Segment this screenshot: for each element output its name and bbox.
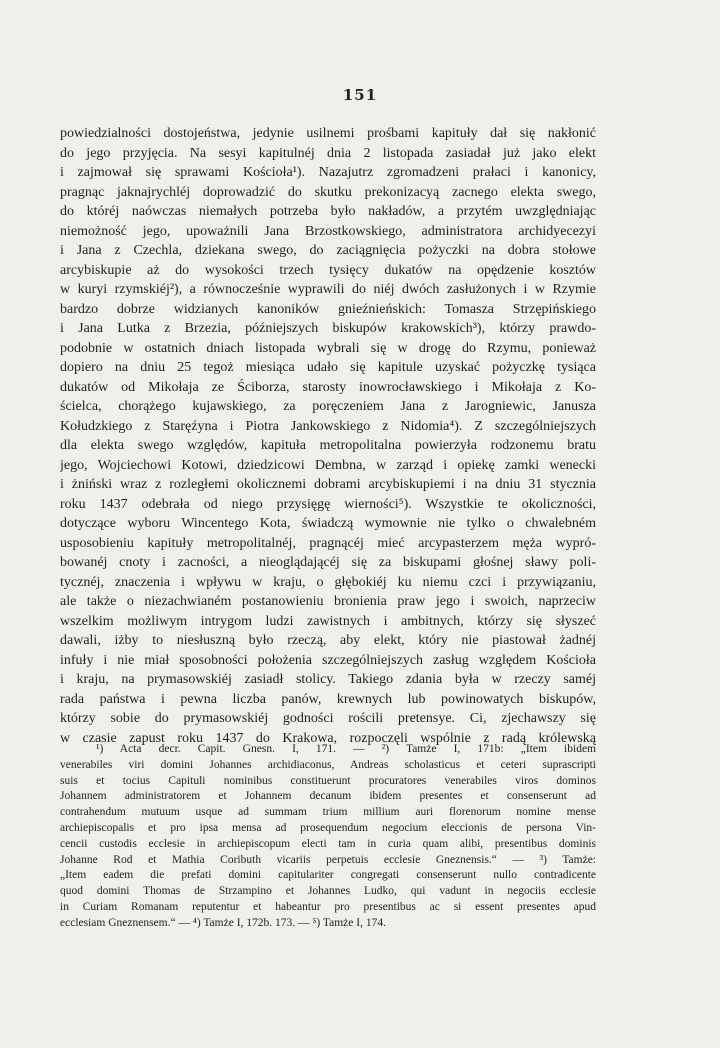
text-line: niemożność jego, upoważnili Jana Brzostkowskiego, administratora archidyecezyi (60, 223, 596, 239)
footnote-line: ecclesiam Gneznensem.“ — ⁴) Tamże I, 172b. 173. — ⁵) Tamże I, 174. (60, 916, 386, 929)
text-line: w kuryi rzymskiéj²), a równocześnie wyprawili do niéj dwóch zasłużonych i w Rzymie (60, 282, 596, 297)
text-line: w czasie zapust roku 1437 do Krakowa, rozpoczęli wspólnie z radą królewską (60, 730, 596, 746)
text-line: Kołudzkiego z Staręźyna i Piotra Jankowskiego z Nidomia⁴). Z szczególniejszych (60, 418, 596, 434)
text-line: dotyczące wyboru Wincentego Kota, świadczą wymownie nie tylko o chwalebném (60, 516, 596, 531)
text-line: rada państwa i pewna liczba panów, krewnych lub powinowatych biskupów, (60, 691, 596, 707)
text-line: ścielca, chorążego kujawskiego, za poręczeniem Jana z Jarogniewic, Janusza (60, 399, 596, 414)
text-line: którzy sobie do prymasowskiéj godności rościli pretensye. Ci, zjechawszy się (60, 711, 596, 726)
text-line: do któréj naówczas niemałych potrzeba było nakładów, a przytém uwzględniając (60, 204, 596, 219)
main-text (60, 124, 596, 748)
text-line: dopiero na dniu 25 tegoż miesiąca udało się kapitule uzyskać pożyczkę tysiąca (60, 360, 596, 375)
page-number: 151 (342, 86, 378, 104)
text-line: podobnie w ostatnich dniach listopada wybrali się w drogę do Rzymu, ponieważ (60, 340, 596, 356)
footnote-line: Johannem administratorem et Johannem decanum ibidem presentes et consenserunt ad (60, 790, 596, 803)
text-line: powiedzialności dostojeństwa, jedynie usilnemi prośbami kapituły dał się nakłonić (60, 126, 596, 141)
text-line: i Jana z Czechla, dziekana swego, do zaciągnięcia pożyczki na dobra stołowe (60, 243, 596, 258)
text-line: ale także o niezachwianém postanowieniu bronienia praw jego i swoich, naprzeciw (60, 594, 596, 609)
text-line: do jego przyjęcia. Na sesyi kapitulnéj dnia 2 listopada zasiadał już jako elekt (60, 145, 596, 161)
footnote-line: venerabiles viri domini Johannes archidiaconus, Andreas scholasticus et ceteri suprascripti (60, 758, 596, 771)
text-line: bowanéj cnoty i zacności, a nieoglądającéj się za biskupami głośnej sławy poli- (60, 555, 596, 570)
footnote-line: archiepiscopalis et pro ipsa mensa ad prosequendum negocium eleccionis de persona Vin- (60, 821, 596, 834)
text-line: bardzo dobrze widzianych kanoników gnieźnieńskich: Tomasza Strzępińskiego (60, 301, 596, 317)
text-line: i zajmował się sprawami Kościoła¹). Nazajutrz zgromadzeni prałaci i kanonicy, (60, 165, 596, 180)
text-line: dawali, iżby to niesłuszną było rzeczą, aby elekt, który nie piastował żadnéj (60, 633, 596, 648)
text-line: i żniński wraz z rozległemi okolicznemi dobrami arcybiskupiemi i na dniu 31 stycznia (60, 477, 596, 492)
text-line: i Jana Lutka z Brzezia, późniejszych biskupów krakowskich³), którzy prawdo- (60, 321, 596, 336)
text-line: dukatów od Mikołaja ze Ściborza, starosty inowrocławskiego i Mikołaja z Ko- (60, 379, 596, 395)
text-line: roku 1437 odebrała od niego przysięgę wierności⁵). Wszystkie te okoliczności, (60, 496, 596, 512)
footnote-line: Johanne Rod et Mathia Coributh vicariis perpetuis ecclesie Gneznensis.“ — ³) Tamże: (60, 853, 596, 866)
text-line: wszelkim możliwym intrygom ludzi zawistnych i ambitnych, którzy się słyszeć (60, 613, 596, 629)
footnote-line: cencii custodis ecclesie in archiepiscopum electi tam in curia quam alibi, presentibus dominis (60, 837, 596, 850)
footnote-line: „Item eadem die prefati domini capitulariter congregati consenserunt nullo contradicente (60, 869, 596, 882)
text-line: pragnąc jaknajrychléj doprowadzić do skutku prekonizacyą zacnego elekta swego, (60, 184, 596, 200)
text-line: jego, Wojciechowi Kotowi, dziedzicowi Dembna, w zarząd i opiekę zamki wenecki (60, 457, 596, 473)
footnote-line: in Curiam Romanam reputentur et habeantur pro presentibus ac si essent presentes apud (60, 900, 596, 913)
text-line: dla elekta swego względów, kapituła metropolitalna powierzyła rodzonemu bratu (60, 438, 596, 453)
footnote-line: suis et tocius Capituli nominibus constituerunt procuratores venerabiles viros dominos (60, 774, 596, 787)
text-line: usposobieniu kapituły metropolitalnéj, pragnącéj mieć arcypasterzem męża wypró- (60, 535, 596, 551)
text-line: i kraju, na prymasowskiéj zasiadł stolicy. Takiego zdania była w rzeczy saméj (60, 672, 596, 687)
footnote-line: quod domini Thomas de Strzampino et Johannes Ludko, qui vadunt in negociis ecclesie (60, 885, 596, 898)
footnote-line: ¹) Acta decr. Capit. Gnesn. I, 171. — ²) Tamże I, 171b: „Item ibidem (96, 743, 596, 755)
text-line: tycznéj, znaczenia i wpływu w kraju, o głębokiéj ku niemu czci i przywiązaniu, (60, 574, 596, 590)
text-line: infuły i nie miał sposobności położenia szczególniejszych zasług względem Kościoła (60, 652, 596, 668)
footnotes (60, 742, 596, 932)
footnote-line: contrahendum mutuum usque ad summam trium millium auri florenorum nomine mense (60, 806, 596, 819)
text-line: arcybiskupie aż do wysokości trzech tysięcy dukatów na opędzenie kosztów (60, 262, 596, 278)
